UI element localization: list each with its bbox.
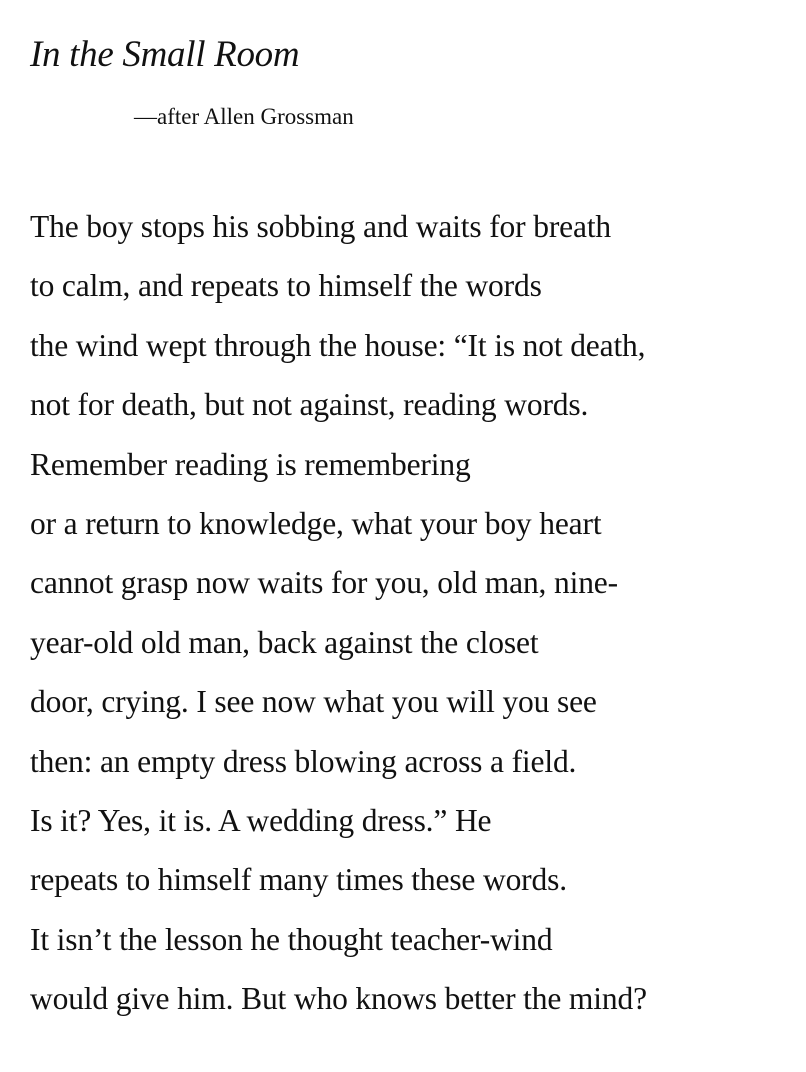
poem-line: then: an empty dress blowing across a field. [30,743,577,779]
poem-line: It isn’t the lesson he thought teacher-wind [30,921,553,957]
poem-line: or a return to knowledge, what your boy heart [30,505,602,541]
poem-line: would give him. But who knows better the mind? [30,981,647,1017]
poem-line: Is it? Yes, it is. A wedding dress.” He [30,802,492,838]
poem-epigraph: —after Allen Grossman [134,104,354,129]
poem-line: cannot grasp now waits for you, old man, nine- [30,565,618,601]
poem-title: In the Small Room [30,34,300,75]
poem-line: repeats to himself many times these words. [30,862,567,898]
poem-line: to calm, and repeats to himself the words [30,268,542,304]
poem-line: The boy stops his sobbing and waits for breath [30,209,612,244]
poem-line: the wind wept through the house: “It is not death, [30,327,646,363]
poem-line: not for death, but not against, reading words. [30,387,589,423]
poem-line: door, crying. I see now what you will you see [30,684,597,720]
poem-line: year-old old man, back against the closet [30,624,539,660]
poem-line: Remember reading is remembering [30,446,471,482]
poem-body [30,197,647,1028]
